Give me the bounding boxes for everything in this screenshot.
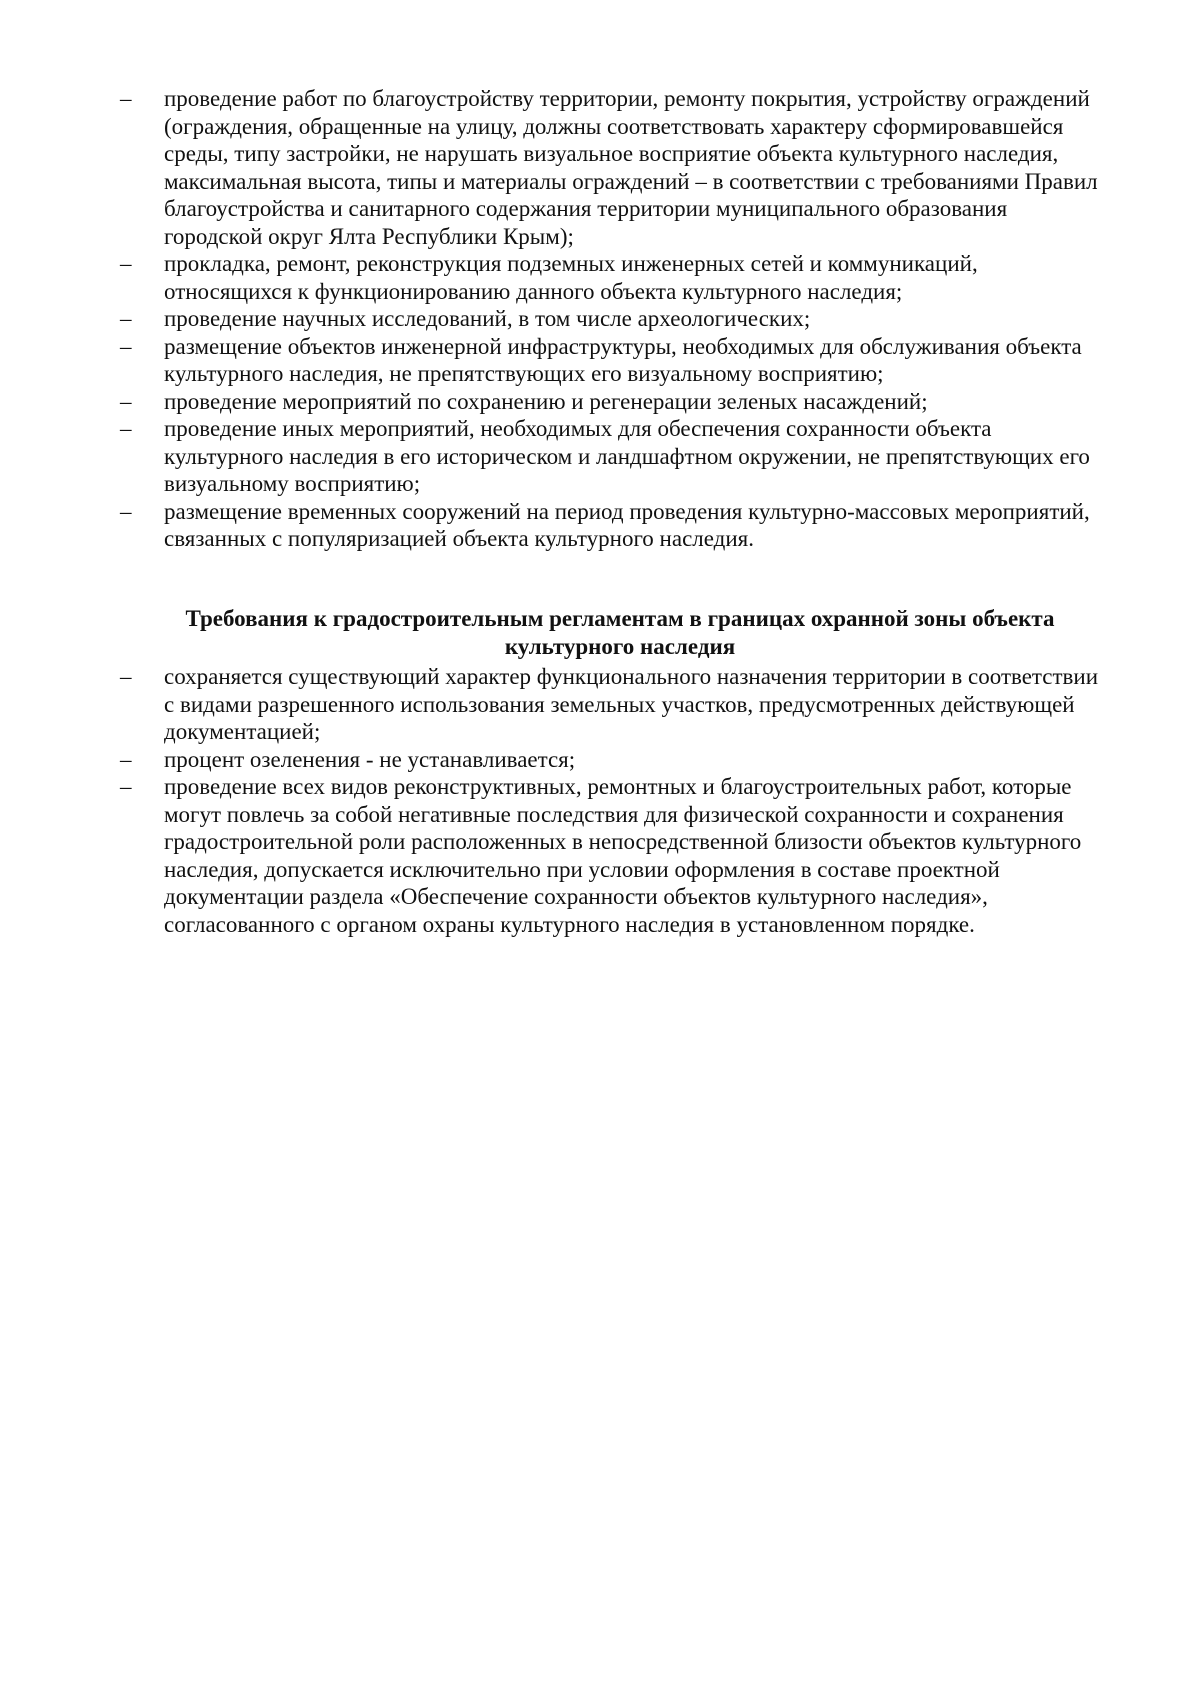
list-item-text: проведение работ по благоустройству территории, ремонту покрытия, устройству ограждений (ограждения, обращенные на улицу, должны соответствовать характеру сформировавшейся среды, типу застройки, не нарушать визуальное восприятие объекта культурного наследия, максимальная высота, типы и материалы ограждений – в соответствии с требованиями Правил благоустройства и санитарного содержания территории муниципального образования городской округ Ялта Республики Крым);: [164, 86, 1098, 249]
list-dash: –: [120, 306, 132, 331]
list-item-text: сохраняется существующий характер функционального назначения территории в соответствии с видами разрешенного использования земельных участков, предусмотренных действующей документацией;: [164, 664, 1099, 744]
list-item: [120, 333, 1100, 388]
list-dash: –: [120, 416, 132, 441]
list-item: [120, 773, 1100, 938]
list-item: [120, 250, 1100, 305]
list-dash: –: [120, 746, 132, 772]
list-dash: –: [120, 498, 132, 524]
list-dash: –: [120, 774, 132, 799]
zone-requirements-list: [120, 663, 1100, 938]
list-dash: –: [120, 664, 132, 689]
list-item-text: проведение научных исследований, в том числе археологических;: [164, 306, 811, 331]
list-item: [120, 498, 1100, 553]
section-heading: Требования к градостроительным регламентам в границах охранной зоны объекта культурного наследия: [185, 606, 1055, 659]
list-item-text: размещение объектов инженерной инфраструктуры, необходимых для обслуживания объекта культурного наследия, не препятствующих его визуальному восприятию;: [164, 333, 1082, 386]
list-item: [120, 663, 1100, 746]
list-item-text: размещение временных сооружений на период проведения культурно-массовых мероприятий, связанных с популяризацией объекта культурного наследия.: [164, 498, 1090, 551]
list-item: [120, 305, 1100, 333]
list-item: [120, 85, 1100, 250]
list-dash: –: [120, 388, 132, 414]
permitted-works-list: [120, 85, 1100, 553]
list-item-text: проведение иных мероприятий, необходимых для обеспечения сохранности объекта культурного наследия в его историческом и ландшафтном окружении, не препятствующих его визуальному восприятию;: [164, 416, 1090, 496]
list-item-text: проведение мероприятий по сохранению и регенерации зеленых насаждений;: [164, 388, 928, 414]
list-item: [120, 388, 1100, 416]
list-item-text: процент озеленения - не устанавливается;: [164, 746, 576, 772]
list-item-text: прокладка, ремонт, реконструкция подземных инженерных сетей и коммуникаций, относящихся к функционированию данного объекта культурного наследия;: [164, 251, 978, 304]
list-dash: –: [120, 251, 132, 276]
list-item-text: проведение всех видов реконструктивных, ремонтных и благоустроительных работ, которые могут повлечь за собой негативные последствия для физической сохранности и сохранения градостроительной роли расположенных в непосредственной близости объектов культурного наследия, допускается исключительно при условии оформления в составе проектной документации раздела «Обеспечение сохранности объектов культурного наследия», согласованного с органом охраны культурного наследия в установленном порядке.: [164, 774, 1082, 937]
list-item: [120, 746, 1100, 774]
list-dash: –: [120, 86, 132, 111]
list-item: [120, 415, 1100, 498]
list-dash: –: [120, 333, 132, 359]
